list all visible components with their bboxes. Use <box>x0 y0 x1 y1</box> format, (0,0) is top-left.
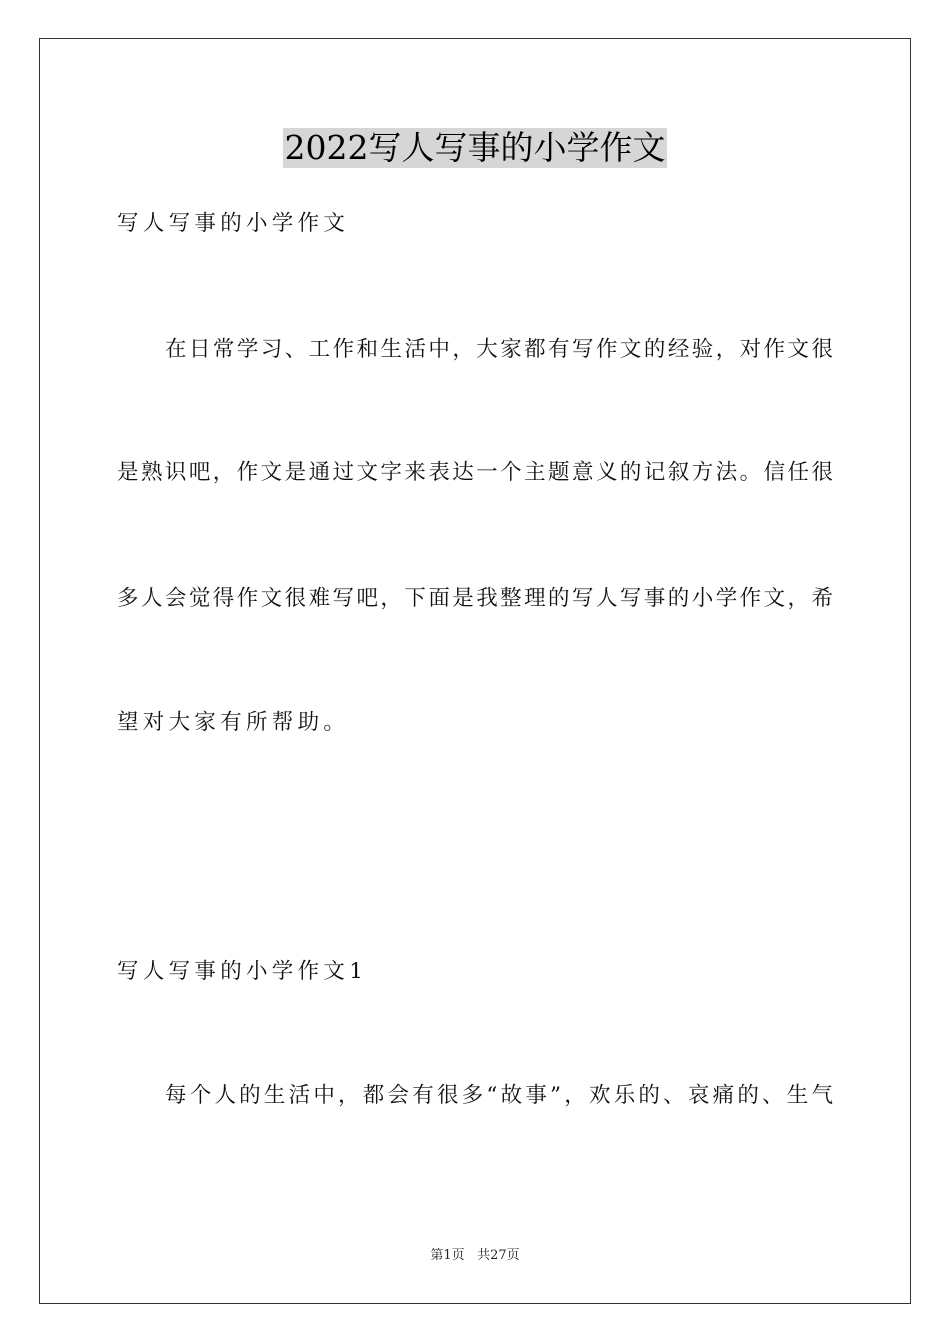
section-heading: 写人写事的小学作文1 <box>117 959 368 984</box>
page-total: 共27页 <box>477 1248 520 1263</box>
paragraph-line: 是熟识吧，作文是通过文字来表达一个主题意义的记叙方法。信任很 <box>117 460 833 485</box>
paragraph-line: 多人会觉得作文很难写吧，下面是我整理的写人写事的小学作文，希 <box>117 586 833 611</box>
document-title: 2022写人写事的小学作文 <box>284 128 666 167</box>
paragraph-line: 每个人的生活中，都会有很多“故事”，欢乐的、哀痛的、生气 <box>165 1083 833 1108</box>
page-footer <box>0 1247 950 1265</box>
document-subtitle: 写人写事的小学作文 <box>117 211 350 236</box>
title-container <box>0 128 950 168</box>
page-number: 第1页 <box>430 1248 465 1263</box>
paragraph-line: 在日常学习、工作和生活中，大家都有写作文的经验，对作文很 <box>165 337 833 362</box>
paragraph-line: 望对大家有所帮助。 <box>117 710 350 735</box>
